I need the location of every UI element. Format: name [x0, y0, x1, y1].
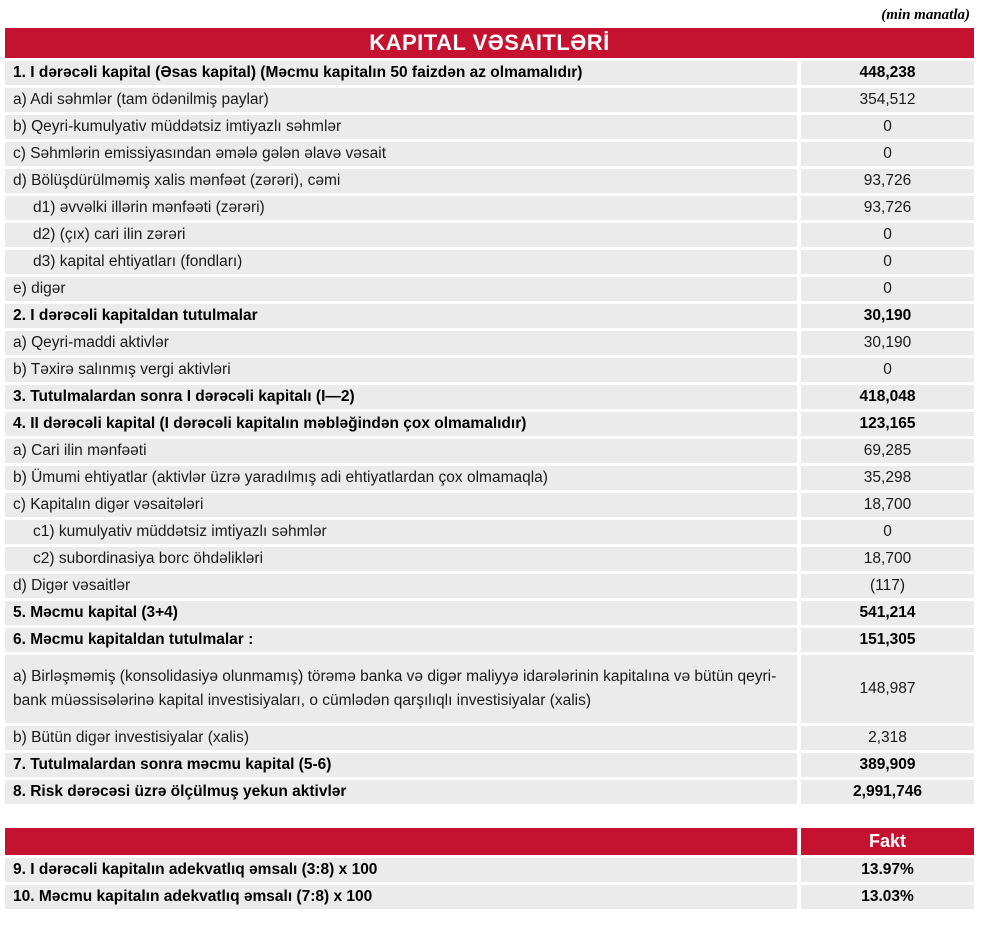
table-row — [5, 88, 974, 112]
row-label: d) Bölüşdürülməmiş xalis mənfəət (zərəri), cəmi — [5, 169, 797, 193]
table-row — [5, 358, 974, 382]
row-label: 2. I dərəcəli kapitaldan tutulmalar — [5, 304, 797, 328]
row-label: a) Adi səhmlər (tam ödənilmiş paylar) — [5, 88, 797, 112]
table-row — [5, 493, 974, 517]
table-row — [5, 858, 974, 882]
table-row — [5, 61, 974, 85]
table-row — [5, 223, 974, 247]
row-label: c1) kumulyativ müddətsiz imtiyazlı səhmlər — [5, 520, 797, 544]
adequacy-ratios-table — [5, 828, 974, 909]
row-label: 1. I dərəcəli kapital (Əsas kapital) (Məcmu kapitalın 50 faizdən az olmamalıdır) — [5, 61, 797, 85]
row-value: 93,726 — [801, 196, 974, 220]
table-row — [5, 250, 974, 274]
table-row — [5, 304, 974, 328]
row-value: 389,909 — [801, 753, 974, 777]
row-label: d1) əvvəlki illərin mənfəəti (zərəri) — [5, 196, 797, 220]
table-row — [5, 520, 974, 544]
row-label: 6. Məcmu kapitaldan tutulmalar : — [5, 628, 797, 652]
row-value: 30,190 — [801, 331, 974, 355]
table-title: KAPITAL VƏSAITLƏRİ — [5, 28, 974, 58]
row-value: 2,318 — [801, 726, 974, 750]
row-label: b) Qeyri-kumulyativ müddətsiz imtiyazlı səhmlər — [5, 115, 797, 139]
row-label: 10. Məcmu kapitalın adekvatlıq əmsalı (7:8) x 100 — [5, 885, 797, 909]
row-value: 0 — [801, 115, 974, 139]
table-row — [5, 574, 974, 598]
row-value: 18,700 — [801, 493, 974, 517]
row-value: 30,190 — [801, 304, 974, 328]
row-value: 0 — [801, 250, 974, 274]
row-value: 148,987 — [801, 655, 974, 723]
table-row — [5, 331, 974, 355]
row-value: (117) — [801, 574, 974, 598]
row-value: 0 — [801, 358, 974, 382]
row-value: 13.03% — [801, 885, 974, 909]
table-row — [5, 885, 974, 909]
row-label: d3) kapital ehtiyatları (fondları) — [5, 250, 797, 274]
table-row — [5, 385, 974, 409]
row-value: 123,165 — [801, 412, 974, 436]
row-value: 541,214 — [801, 601, 974, 625]
row-label: c) Səhmlərin emissiyasından əmələ gələn əlavə vəsait — [5, 142, 797, 166]
table-row — [5, 601, 974, 625]
table-row — [5, 547, 974, 571]
table-row — [5, 753, 974, 777]
row-value: 151,305 — [801, 628, 974, 652]
row-value: 448,238 — [801, 61, 974, 85]
adequacy-ratio-rows — [5, 858, 974, 909]
table2-header-row — [5, 828, 974, 855]
table-row — [5, 466, 974, 490]
row-label: a) Qeyri-maddi aktivlər — [5, 331, 797, 355]
row-value: 13.97% — [801, 858, 974, 882]
row-label: e) digər — [5, 277, 797, 301]
table2-header-fakt: Fakt — [801, 828, 974, 855]
row-value: 93,726 — [801, 169, 974, 193]
table-row — [5, 142, 974, 166]
row-label: 8. Risk dərəcəsi üzrə ölçülmuş yekun aktivlər — [5, 780, 797, 804]
table-row — [5, 628, 974, 652]
row-label: b) Təxirə salınmış vergi aktivləri — [5, 358, 797, 382]
table-row — [5, 412, 974, 436]
table-row — [5, 655, 974, 723]
row-value: 418,048 — [801, 385, 974, 409]
row-label: 5. Məcmu kapital (3+4) — [5, 601, 797, 625]
row-value: 35,298 — [801, 466, 974, 490]
row-value: 0 — [801, 223, 974, 247]
row-value: 354,512 — [801, 88, 974, 112]
row-label: b) Ümumi ehtiyatlar (aktivlər üzrə yaradılmış adi ehtiyatlardan çox olmamaqla) — [5, 466, 797, 490]
units-note: (min manatla) — [881, 7, 970, 23]
row-value: 0 — [801, 520, 974, 544]
table-row — [5, 115, 974, 139]
row-label: d) Digər vəsaitlər — [5, 574, 797, 598]
table-row — [5, 169, 974, 193]
table-row — [5, 439, 974, 463]
row-label: d2) (çıx) cari ilin zərəri — [5, 223, 797, 247]
row-value: 2,991,746 — [801, 780, 974, 804]
row-value: 69,285 — [801, 439, 974, 463]
row-value: 0 — [801, 142, 974, 166]
table-row — [5, 196, 974, 220]
table-row — [5, 780, 974, 804]
row-label: 9. I dərəcəli kapitalın adekvatlıq əmsalı (3:8) x 100 — [5, 858, 797, 882]
row-value: 0 — [801, 277, 974, 301]
row-label: 7. Tutulmalardan sonra məcmu kapital (5-6) — [5, 753, 797, 777]
table2-header-label — [5, 828, 797, 855]
row-value: 18,700 — [801, 547, 974, 571]
table-row — [5, 726, 974, 750]
row-label: c) Kapitalın digər vəsaitələri — [5, 493, 797, 517]
row-label: 4. II dərəcəli kapital (I dərəcəli kapitalın məbləğindən çox olmamalıdır) — [5, 412, 797, 436]
row-label: b) Bütün digər investisiyalar (xalis) — [5, 726, 797, 750]
row-label: 3. Tutulmalardan sonra I dərəcəli kapitalı (I—2) — [5, 385, 797, 409]
table-row — [5, 277, 974, 301]
row-label: c2) subordinasiya borc öhdəlikləri — [5, 547, 797, 571]
row-label: a) Birləşməmiş (konsolidasiyə olunmamış) törəmə banka və digər maliyyə idarələrinin kapitalına və bütün qeyri-bank müəssisələrinə kapital investisiyaları, o cümlədən qarşılıqlı investisiyalar (xalis) — [5, 655, 797, 723]
row-label: a) Cari ilin mənfəəti — [5, 439, 797, 463]
capital-funds-table — [5, 28, 974, 804]
capital-funds-rows — [5, 61, 974, 804]
